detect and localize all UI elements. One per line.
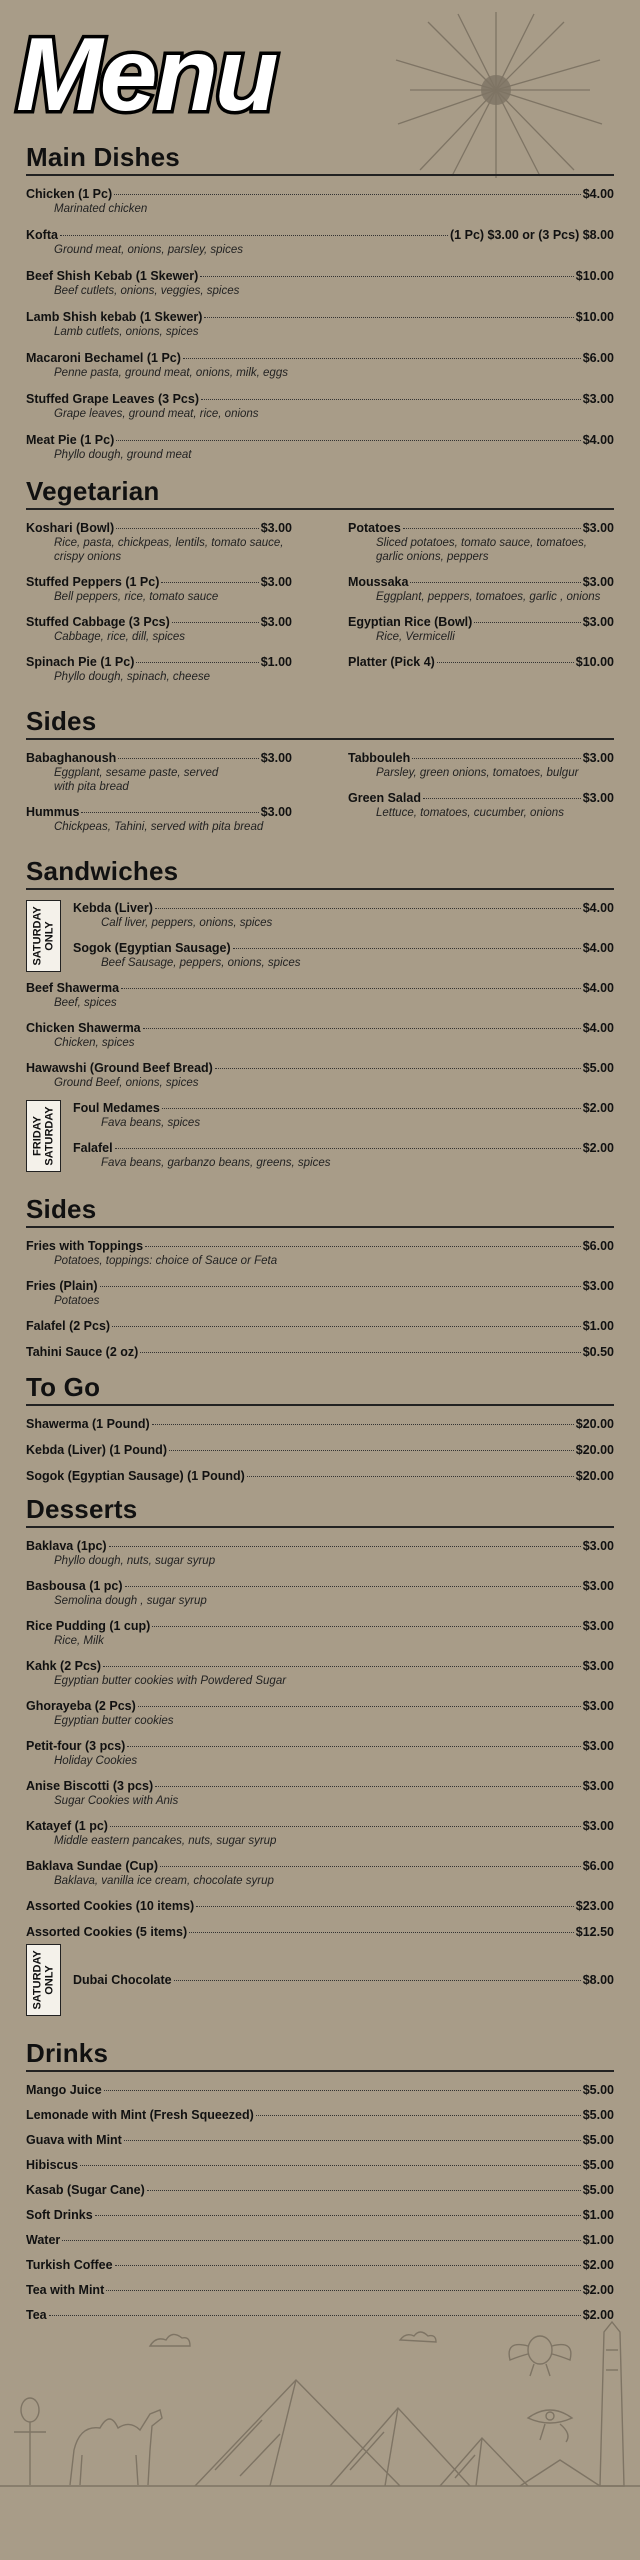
- menu-item-assorted-cookies-5-items: [26, 1924, 614, 1940]
- item-name: Green Salad: [348, 791, 421, 805]
- menu-item-turkish-coffee: [26, 2257, 614, 2273]
- item-price: $4.00: [582, 901, 614, 915]
- badge-label: FRIDAY SATURDAY: [31, 1106, 56, 1166]
- menu-item-hummus: [26, 804, 292, 834]
- main-dishes-section: [26, 142, 614, 462]
- item-description: Middle eastern pancakes, nuts, sugar syrup: [54, 1835, 277, 1847]
- to-go-list: [26, 1416, 614, 1484]
- item-price: $3.00: [582, 1619, 614, 1633]
- item-description: Chicken, spices: [54, 1037, 135, 1049]
- item-price: $5.00: [582, 2158, 614, 2172]
- leader-dots: [215, 1068, 581, 1069]
- section-heading: Desserts: [26, 1494, 614, 1528]
- item-name: Babaghanoush: [26, 751, 117, 765]
- menu-item-guava-with-mint: [26, 2132, 614, 2148]
- dessert-saturday-group: [26, 1944, 614, 2016]
- item-price: $6.00: [582, 351, 614, 365]
- menu-item-baklava-1pc: [26, 1538, 614, 1568]
- menu-item-tea-with-mint: [26, 2282, 614, 2298]
- item-price: $4.00: [582, 941, 614, 955]
- item-description: Fava beans, spices: [101, 1117, 201, 1129]
- item-description: Ground meat, onions, parsley, spices: [54, 244, 243, 256]
- menu-item-green-salad: [348, 790, 614, 820]
- menu-item-hawawshi-ground-beef-bread: [26, 1060, 614, 1090]
- item-price: $5.00: [582, 2183, 614, 2197]
- leader-dots: [233, 948, 581, 949]
- item-description-line-2: garlic onions, peppers: [376, 551, 489, 563]
- item-name: Beef Shawerma: [26, 981, 120, 995]
- leader-dots: [200, 276, 573, 277]
- item-name: Lamb Shish kebab (1 Skewer): [26, 310, 203, 324]
- drinks-section: [26, 2038, 614, 2323]
- item-price: $3.00: [582, 791, 614, 805]
- item-description: Chickpeas, Tahini, served with pita bread: [54, 821, 264, 833]
- item-name: Koshari (Bowl): [26, 521, 115, 535]
- item-description: Calf liver, peppers, onions, spices: [101, 917, 273, 929]
- item-description: Baklava, vanilla ice cream, chocolate syrup: [54, 1875, 274, 1887]
- section-heading: To Go: [26, 1372, 614, 1406]
- leader-dots: [145, 1246, 581, 1247]
- item-description: Potatoes: [54, 1295, 100, 1307]
- item-description: Parsley, green onions, tomatoes, bulgur: [376, 767, 579, 779]
- item-price: $20.00: [575, 1417, 614, 1431]
- item-price: $3.00: [260, 805, 292, 819]
- vegetarian-left-column: [26, 520, 292, 684]
- item-description: Beef, spices: [54, 997, 117, 1009]
- item-price: $20.00: [575, 1443, 614, 1457]
- leader-dots: [136, 662, 258, 663]
- leader-dots: [155, 1786, 581, 1787]
- item-name: Fries (Plain): [26, 1279, 98, 1293]
- menu-item-chicken-1-pc: [26, 186, 614, 216]
- item-description: Grape leaves, ground meat, rice, onions: [54, 408, 259, 420]
- menu-item-dubai-chocolate: [26, 1944, 614, 1988]
- item-name: Assorted Cookies (10 items): [26, 1899, 195, 1913]
- section-heading: Vegetarian: [26, 476, 614, 510]
- leader-dots: [161, 582, 258, 583]
- item-name: Hibiscus: [26, 2158, 79, 2172]
- sides-left-column: [26, 750, 292, 834]
- item-price: $12.50: [575, 1925, 614, 1939]
- item-name: Beef Shish Kebab (1 Skewer): [26, 269, 199, 283]
- item-description: Ground Beef, onions, spices: [54, 1077, 199, 1089]
- item-price: $2.00: [582, 2283, 614, 2297]
- menu-item-spinach-pie-1-pc: [26, 654, 292, 684]
- item-price: $10.00: [575, 655, 614, 669]
- menu-item-lamb-shish-kebab-1-skewer: [26, 309, 614, 339]
- leader-dots: [147, 2190, 581, 2191]
- leader-dots: [189, 1932, 574, 1933]
- item-price: $3.00: [260, 521, 292, 535]
- item-name: Soft Drinks: [26, 2208, 93, 2222]
- menu-item-water: [26, 2232, 614, 2248]
- leader-dots: [172, 622, 259, 623]
- menu-item-fries-plain: [26, 1278, 614, 1308]
- item-price: $20.00: [575, 1469, 614, 1483]
- item-description: Egyptian butter cookies with Powdered Sugar: [54, 1675, 287, 1687]
- leader-dots: [125, 1586, 581, 1587]
- item-price: $3.00: [582, 1739, 614, 1753]
- item-price: $2.00: [582, 2308, 614, 2322]
- leader-dots: [80, 2165, 581, 2166]
- item-name: Sogok (Egyptian Sausage) (1 Pound): [26, 1469, 245, 1483]
- item-description: Sugar Cookies with Anis: [54, 1795, 179, 1807]
- item-description: Rice, Milk: [54, 1635, 104, 1647]
- menu-item-egyptian-rice-bowl: [348, 614, 614, 644]
- section-heading: Drinks: [26, 2038, 614, 2072]
- item-description: Semolina dough , sugar syrup: [54, 1595, 207, 1607]
- desserts-section: [26, 1494, 614, 2016]
- leader-dots: [403, 528, 581, 529]
- item-price: $6.00: [582, 1239, 614, 1253]
- main-dishes-list: [26, 186, 614, 462]
- menu-item-meat-pie-1-pc: [26, 432, 614, 462]
- item-price: $3.00: [582, 1579, 614, 1593]
- sandwiches-list: [26, 980, 614, 1100]
- item-price: $1.00: [582, 2233, 614, 2247]
- item-name: Stuffed Cabbage (3 Pcs): [26, 615, 170, 629]
- item-price: $3.00: [582, 615, 614, 629]
- menu-item-ghorayeba-2-pcs: [26, 1698, 614, 1728]
- item-description: Bell peppers, rice, tomato sauce: [54, 591, 219, 603]
- menu-item-shawerma-1-pound: [26, 1416, 614, 1432]
- leader-dots: [410, 582, 580, 583]
- badge-label: SATURDAY ONLY: [31, 906, 56, 966]
- item-name: Hummus: [26, 805, 80, 819]
- desserts-list: [26, 1538, 614, 1940]
- item-name: Mango Juice: [26, 2083, 102, 2097]
- friday-saturday-group: [26, 1100, 614, 1170]
- item-name: Fries with Toppings: [26, 1239, 144, 1253]
- leader-dots: [116, 528, 259, 529]
- item-name: Macaroni Bechamel (1 Pc): [26, 351, 181, 365]
- menu-item-falafel: [73, 1140, 614, 1170]
- item-price: $4.00: [582, 433, 614, 447]
- menu-item-kebda-liver: [73, 900, 614, 930]
- drinks-list: [26, 2082, 614, 2323]
- item-description: Egyptian butter cookies: [54, 1715, 174, 1727]
- item-description-line-2: with pita bread: [54, 781, 129, 793]
- friday-saturday-badge: [26, 1100, 61, 1172]
- menu-item-stuffed-grape-leaves-3-pcs: [26, 391, 614, 421]
- leader-dots: [201, 399, 581, 400]
- section-heading: Main Dishes: [26, 142, 614, 176]
- menu-item-baklava-sundae-cup: [26, 1858, 614, 1888]
- item-name: Rice Pudding (1 cup): [26, 1619, 151, 1633]
- section-heading: Sides: [26, 706, 614, 740]
- item-description: Phyllo dough, nuts, sugar syrup: [54, 1555, 216, 1567]
- to-go-section: [26, 1372, 614, 1484]
- item-price: (1 Pc) $3.00 or (3 Pcs) $8.00: [450, 228, 614, 242]
- item-price: $3.00: [582, 1779, 614, 1793]
- item-price: $2.00: [582, 2258, 614, 2272]
- leader-dots: [115, 1148, 581, 1149]
- item-name: Chicken Shawerma: [26, 1021, 141, 1035]
- item-price: $3.00: [582, 521, 614, 535]
- menu-item-mango-juice: [26, 2082, 614, 2098]
- menu-item-katayef-1-pc: [26, 1818, 614, 1848]
- leader-dots: [204, 317, 573, 318]
- item-name: Meat Pie (1 Pc): [26, 433, 115, 447]
- friday-saturday-list: [26, 1100, 614, 1170]
- item-price: $1.00: [582, 1319, 614, 1333]
- item-name: Stuffed Peppers (1 Pc): [26, 575, 160, 589]
- leader-dots: [81, 812, 258, 813]
- item-description: Beef Sausage, peppers, onions, spices: [101, 957, 301, 969]
- menu-title-text: Menu: [16, 22, 276, 122]
- menu-item-fries-with-toppings: [26, 1238, 614, 1268]
- menu-item-anise-biscotti-3-pcs: [26, 1778, 614, 1808]
- sides-section: [26, 706, 614, 834]
- menu-item-sogok-egyptian-sausage: [73, 940, 614, 970]
- item-description: Phyllo dough, ground meat: [54, 449, 192, 461]
- item-name: Tabbouleh: [348, 751, 411, 765]
- sides-right-column: [348, 750, 614, 834]
- item-price: $3.00: [582, 1699, 614, 1713]
- item-price: $0.50: [582, 1345, 614, 1359]
- menu-item-chicken-shawerma: [26, 1020, 614, 1050]
- menu-item-tahini-sauce-2-oz: [26, 1344, 614, 1360]
- item-name: Spinach Pie (1 Pc): [26, 655, 135, 669]
- item-price: $2.00: [582, 1101, 614, 1115]
- leader-dots: [100, 1286, 581, 1287]
- menu-item-koshari-bowl: [26, 520, 292, 564]
- item-price: $3.00: [582, 1659, 614, 1673]
- item-name: Potatoes: [348, 521, 401, 535]
- leader-dots: [138, 1706, 581, 1707]
- item-description: Lettuce, tomatoes, cucumber, onions: [376, 807, 564, 819]
- leader-dots: [116, 440, 580, 441]
- item-price: $23.00: [575, 1899, 614, 1913]
- vegetarian-section: [26, 476, 614, 684]
- item-price: $3.00: [582, 1539, 614, 1553]
- leader-dots: [152, 1626, 580, 1627]
- item-name: Water: [26, 2233, 61, 2247]
- menu-item-stuffed-cabbage-3-pcs: [26, 614, 292, 644]
- leader-dots: [183, 358, 581, 359]
- item-description: Penne pasta, ground meat, onions, milk, eggs: [54, 367, 288, 379]
- vegetarian-right-column: [348, 520, 614, 684]
- item-price: $3.00: [582, 392, 614, 406]
- item-description: Marinated chicken: [54, 203, 148, 215]
- menu-item-basbousa-1-pc: [26, 1578, 614, 1608]
- item-name: Kebda (Liver) (1 Pound): [26, 1443, 167, 1457]
- leader-dots: [95, 2215, 581, 2216]
- item-description: Holiday Cookies: [54, 1755, 138, 1767]
- leader-dots: [474, 622, 580, 623]
- leader-dots: [162, 1108, 581, 1109]
- menu-item-potatoes: [348, 520, 614, 564]
- item-description: Eggplant, peppers, tomatoes, garlic , onions: [376, 591, 601, 603]
- item-name: Kebda (Liver): [73, 901, 153, 915]
- sandwiches-section: [26, 856, 614, 1170]
- menu-item-babaghanoush: [26, 750, 292, 794]
- leader-dots: [110, 1826, 581, 1827]
- saturday-sandwiches-list: [26, 900, 614, 980]
- item-price: $5.00: [582, 1061, 614, 1075]
- leader-dots: [114, 194, 581, 195]
- item-name: Kasab (Sugar Cane): [26, 2183, 145, 2197]
- leader-dots: [109, 1546, 581, 1547]
- item-name: Baklava (1pc): [26, 1539, 107, 1553]
- menu-item-soft-drinks: [26, 2207, 614, 2223]
- menu-item-kofta: [26, 227, 614, 257]
- sides-2-section: [26, 1194, 614, 1360]
- item-price: $3.00: [260, 751, 292, 765]
- item-description: Beef cutlets, onions, veggies, spices: [54, 285, 240, 297]
- saturday-only-badge: [26, 900, 61, 972]
- item-price: $4.00: [582, 981, 614, 995]
- menu-item-tabbouleh: [348, 750, 614, 780]
- item-price: $6.00: [582, 1859, 614, 1873]
- menu-item-macaroni-bechamel-1-pc: [26, 350, 614, 380]
- item-name: Shawerma (1 Pound): [26, 1417, 150, 1431]
- leader-dots: [143, 1028, 581, 1029]
- item-name: Basbousa (1 pc): [26, 1579, 123, 1593]
- item-name: Ghorayeba (2 Pcs): [26, 1699, 136, 1713]
- menu-item-lemonade-with-mint-fresh-squeezed: [26, 2107, 614, 2123]
- leader-dots: [106, 2290, 580, 2291]
- item-description: Sliced potatoes, tomato sauce, tomatoes,: [376, 537, 587, 549]
- menu-item-assorted-cookies-10-items: [26, 1898, 614, 1914]
- leader-dots: [104, 2090, 581, 2091]
- leader-dots: [437, 662, 574, 663]
- item-description: Rice, Vermicelli: [376, 631, 455, 643]
- item-name: Stuffed Grape Leaves (3 Pcs): [26, 392, 199, 406]
- item-description-line-2: crispy onions: [54, 551, 122, 563]
- item-price: $1.00: [582, 2208, 614, 2222]
- item-name: Falafel (2 Pcs): [26, 1319, 111, 1333]
- item-price: $3.00: [260, 615, 292, 629]
- item-price: $4.00: [582, 1021, 614, 1035]
- item-description: Fava beans, garbanzo beans, greens, spices: [101, 1157, 331, 1169]
- leader-dots: [118, 758, 258, 759]
- leader-dots: [423, 798, 581, 799]
- item-name: Tea: [26, 2308, 47, 2322]
- leader-dots: [60, 235, 448, 236]
- item-price: $3.00: [582, 751, 614, 765]
- item-name: Chicken (1 Pc): [26, 187, 113, 201]
- leader-dots: [121, 988, 581, 989]
- item-name: Kofta: [26, 228, 58, 242]
- item-name: Katayef (1 pc): [26, 1819, 108, 1833]
- menu-item-kebda-liver-1-pound: [26, 1442, 614, 1458]
- item-name: Hawawshi (Ground Beef Bread): [26, 1061, 213, 1075]
- item-description: Rice, pasta, chickpeas, lentils, tomato sauce,: [54, 537, 284, 549]
- leader-dots: [103, 1666, 581, 1667]
- item-name: Turkish Coffee: [26, 2258, 113, 2272]
- item-description: Eggplant, sesame paste, served: [54, 767, 219, 779]
- item-description: Cabbage, rice, dill, spices: [54, 631, 186, 643]
- item-price: $3.00: [582, 1819, 614, 1833]
- menu-item-beef-shish-kebab-1-skewer: [26, 268, 614, 298]
- item-name: Egyptian Rice (Bowl): [348, 615, 473, 629]
- item-name: Dubai Chocolate: [73, 1973, 172, 1987]
- leader-dots: [155, 908, 581, 909]
- leader-dots: [115, 2265, 581, 2266]
- item-name: Foul Medames: [73, 1101, 160, 1115]
- leader-dots: [140, 1352, 580, 1353]
- leader-dots: [127, 1746, 580, 1747]
- menu-item-sogok-egyptian-sausage-1-pound: [26, 1468, 614, 1484]
- leader-dots: [256, 2115, 581, 2116]
- pyramids-decoration-icon: [0, 2310, 640, 2560]
- leader-dots: [124, 2140, 581, 2141]
- item-price: $3.00: [582, 575, 614, 589]
- item-name: Guava with Mint: [26, 2133, 122, 2147]
- item-name: Lemonade with Mint (Fresh Squeezed): [26, 2108, 254, 2122]
- item-price: $4.00: [582, 187, 614, 201]
- leader-dots: [196, 1906, 574, 1907]
- item-price: $2.00: [582, 1141, 614, 1155]
- menu-item-stuffed-peppers-1-pc: [26, 574, 292, 604]
- sides-2-list: [26, 1238, 614, 1360]
- menu-item-rice-pudding-1-cup: [26, 1618, 614, 1648]
- item-price: $10.00: [575, 269, 614, 283]
- item-name: Sogok (Egyptian Sausage): [73, 941, 231, 955]
- item-price: $1.00: [260, 655, 292, 669]
- item-price: $5.00: [582, 2108, 614, 2122]
- menu-item-platter-pick-4: [348, 654, 614, 670]
- saturday-only-group: [26, 900, 614, 980]
- leader-dots: [62, 2240, 580, 2241]
- leader-dots: [152, 1424, 574, 1425]
- item-name: Tea with Mint: [26, 2283, 105, 2297]
- menu-item-falafel-2-pcs: [26, 1318, 614, 1334]
- leader-dots: [160, 1866, 581, 1867]
- menu-title: [10, 22, 350, 122]
- badge-label: SATURDAY ONLY: [31, 1950, 56, 2010]
- menu-item-foul-medames: [73, 1100, 614, 1130]
- menu-item-hibiscus: [26, 2157, 614, 2173]
- item-name: Assorted Cookies (5 items): [26, 1925, 188, 1939]
- item-name: Kahk (2 Pcs): [26, 1659, 102, 1673]
- menu-item-moussaka: [348, 574, 614, 604]
- menu-item-kasab-sugar-cane: [26, 2182, 614, 2198]
- item-price: $5.00: [582, 2083, 614, 2097]
- item-description: Phyllo dough, spinach, cheese: [54, 671, 210, 683]
- leader-dots: [247, 1476, 574, 1477]
- menu-item-beef-shawerma: [26, 980, 614, 1010]
- leader-dots: [412, 758, 580, 759]
- leader-dots: [169, 1450, 574, 1451]
- item-name: Baklava Sundae (Cup): [26, 1859, 158, 1873]
- leader-dots: [112, 1326, 581, 1327]
- item-name: Petit-four (3 pcs): [26, 1739, 126, 1753]
- item-price: $10.00: [575, 310, 614, 324]
- item-price: $8.00: [582, 1973, 614, 1987]
- item-name: Tahini Sauce (2 oz): [26, 1345, 139, 1359]
- item-price: $3.00: [582, 1279, 614, 1293]
- item-name: Platter (Pick 4): [348, 655, 435, 669]
- menu-item-kahk-2-pcs: [26, 1658, 614, 1688]
- menu-item-petit-four-3-pcs: [26, 1738, 614, 1768]
- item-price: $3.00: [260, 575, 292, 589]
- leader-dots: [174, 1980, 581, 1981]
- item-name: Anise Biscotti (3 pcs): [26, 1779, 154, 1793]
- section-heading: Sides: [26, 1194, 614, 1228]
- item-description: Lamb cutlets, onions, spices: [54, 326, 199, 338]
- item-name: Moussaka: [348, 575, 409, 589]
- item-price: $5.00: [582, 2133, 614, 2147]
- item-description: Potatoes, toppings: choice of Sauce or Feta: [54, 1255, 278, 1267]
- section-heading: Sandwiches: [26, 856, 614, 890]
- item-name: Falafel: [73, 1141, 113, 1155]
